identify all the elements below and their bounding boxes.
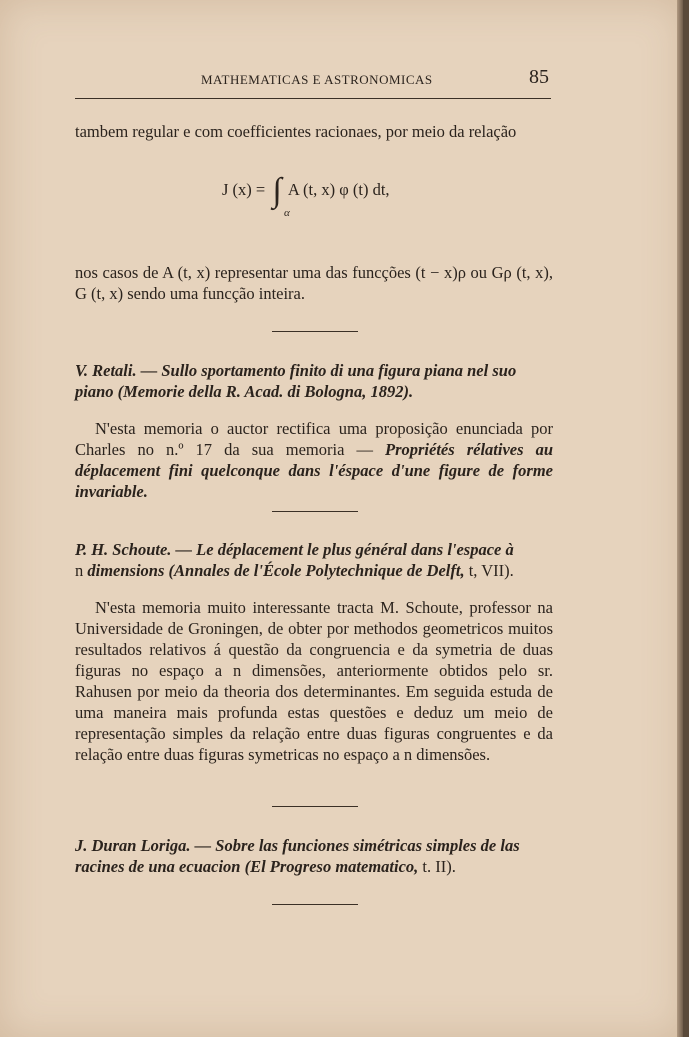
integral-formula — [222, 172, 390, 219]
page-edge — [677, 0, 683, 1037]
page-header — [75, 66, 551, 92]
formula-right: A (t, x) φ (t) dt, — [287, 180, 390, 199]
paragraph-retali — [75, 418, 553, 502]
running-title: MATHEMATICAS E ASTRONOMICAS — [201, 72, 433, 87]
cited-work-title: Propriétés rélatives au déplacement fini quelconque dans l'éspace d'une figure de forme invariable. — [75, 440, 553, 501]
reference-schoute — [75, 539, 553, 581]
reference-title: — Le déplacement le plus général dans l'espace à — [175, 540, 514, 559]
reference-volume: t, VII). — [468, 561, 514, 580]
separator-rule — [272, 904, 358, 905]
separator-rule — [272, 806, 358, 807]
reference-title: — Sobre las funciones simétricas simples de las racines de una ecuacion (El Progreso matematico, — [75, 836, 520, 876]
reference-author: P. H. Schoute. — [75, 540, 172, 559]
paragraph-functions: nos casos de A (t, x) representar uma das funcções (t − x)ρ ou Gρ (t, x), G (t, x) sendo uma funcção inteira. — [75, 263, 553, 303]
reference-author: J. Duran Loriga. — [75, 836, 191, 855]
separator-rule — [272, 331, 358, 332]
page-number: 85 — [529, 66, 549, 88]
reference-title: — Sullo sportamento finito di una figura piana nel suo piano (Memorie della R. Acad. di Bologna, 1892). — [75, 361, 517, 401]
reference-n: n — [75, 561, 84, 580]
integral-sign: ∫ — [272, 172, 282, 209]
separator-rule — [272, 511, 358, 512]
reference-loriga — [75, 835, 553, 877]
reference-volume: t. II). — [422, 857, 456, 876]
reference-author: V. Retali. — [75, 361, 137, 380]
header-rule — [75, 98, 551, 99]
paragraph-text: N'esta memoria o auctor rectifica uma proposição enunciada por Charles no n.º 17 da sua memoria — — [75, 419, 553, 459]
paragraph-relation: tambem regular e com coefficientes racionaes, por meio da relação — [75, 122, 517, 141]
reference-retali — [75, 360, 553, 402]
paragraph-schoute: N'esta memoria muito interessante tracta M. Schoute, professor na Universidade de Groningen, de obter por methodos geometricos muitos resultados relativos á questão da congruencia e da symetria de duas figuras no espaço a n dimensões, anteriormente obtidos pelo sr. Rahusen por meio da theoria dos determinantes. Em seguida estuda de uma maneira mais profunda estas questões e deduz um meio de representação simples da relação entre duas figuras congruentes e da relação entre duas figuras symetricas no espaço a n dimensões. — [75, 598, 553, 764]
reference-title-continued: dimensions (Annales de l'École Polytechnique de Delft, — [87, 561, 465, 580]
formula-left: J (x) = — [222, 180, 266, 199]
integral-lower-limit: α — [284, 207, 290, 219]
